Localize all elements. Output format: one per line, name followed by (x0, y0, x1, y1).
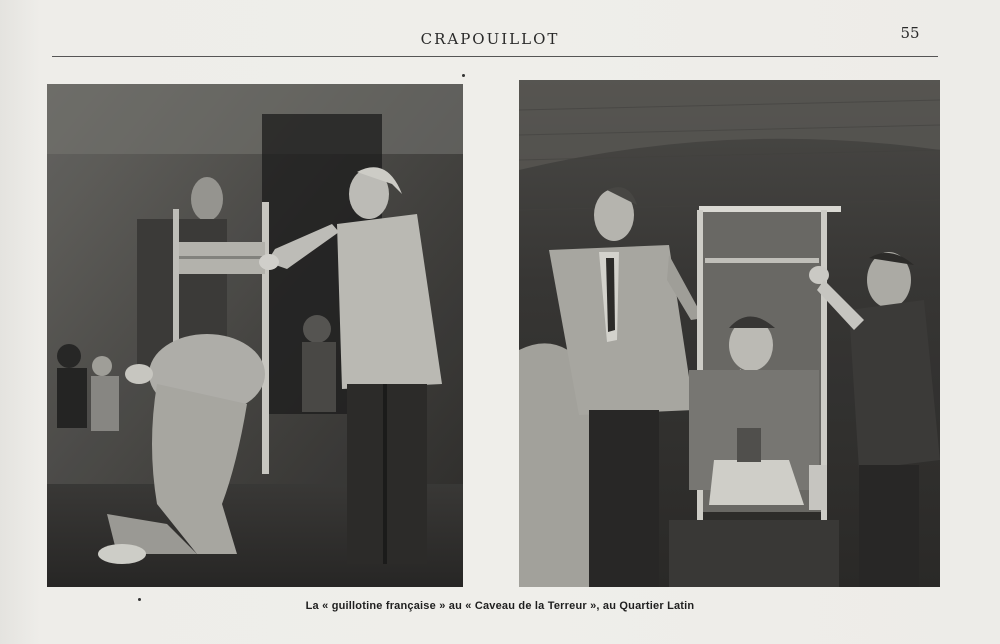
photo-left-guillotine-kneeling (47, 84, 463, 587)
print-speck (138, 598, 141, 601)
magazine-title: CRAPOUILLOT (420, 30, 560, 48)
photo-caption: La « guillotine française » au « Caveau de la Terreur », au Quartier Latin (305, 600, 695, 612)
photo-left-image (47, 84, 463, 587)
photo-right-image (519, 80, 940, 587)
header-rule (52, 56, 938, 57)
print-speck (462, 74, 465, 77)
page-number: 55 (900, 24, 920, 42)
photo-right-guillotine-head (519, 80, 940, 587)
